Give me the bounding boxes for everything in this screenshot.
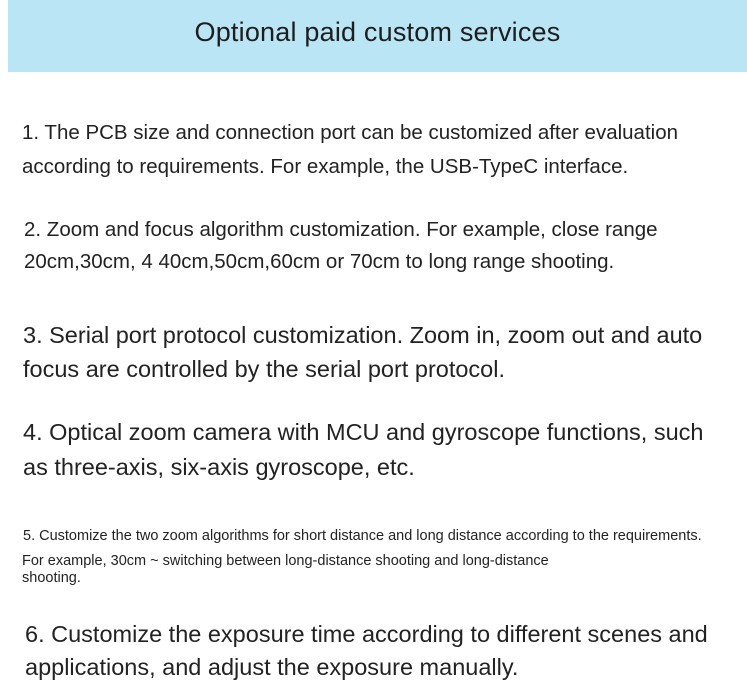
header-banner xyxy=(8,0,747,72)
service-item-zoom-algorithms: 5. Customize the two zoom algorithms for short distance and long distance according to the requirements. xyxy=(23,528,702,544)
service-item-zoom-focus: 2. Zoom and focus algorithm customization. For example, close range 20cm,30cm, 4 40cm,50cm,60cm or 70cm to long range shooting. xyxy=(24,218,658,273)
page-title: Optional paid custom services xyxy=(194,16,561,47)
service-item-exposure: 6. Customize the exposure time according to different scenes and applications, and adjust the exposure manually. xyxy=(25,621,708,680)
service-item-zoom-algorithms-example: For example, 30cm ~ switching between long-distance shooting and long-distance shooting. xyxy=(22,553,549,586)
service-item-mcu-gyroscope: 4. Optical zoom camera with MCU and gyroscope functions, such as three-axis, six-axis gyroscope, etc. xyxy=(23,419,704,480)
service-item-pcb: 1. The PCB size and connection port can be customized after evaluation according to requirements. For example, the USB-TypeC interface. xyxy=(22,121,679,178)
service-item-serial-protocol: 3. Serial port protocol customization. Zoom in, zoom out and auto focus are controlled by the serial port protocol. xyxy=(23,322,703,382)
